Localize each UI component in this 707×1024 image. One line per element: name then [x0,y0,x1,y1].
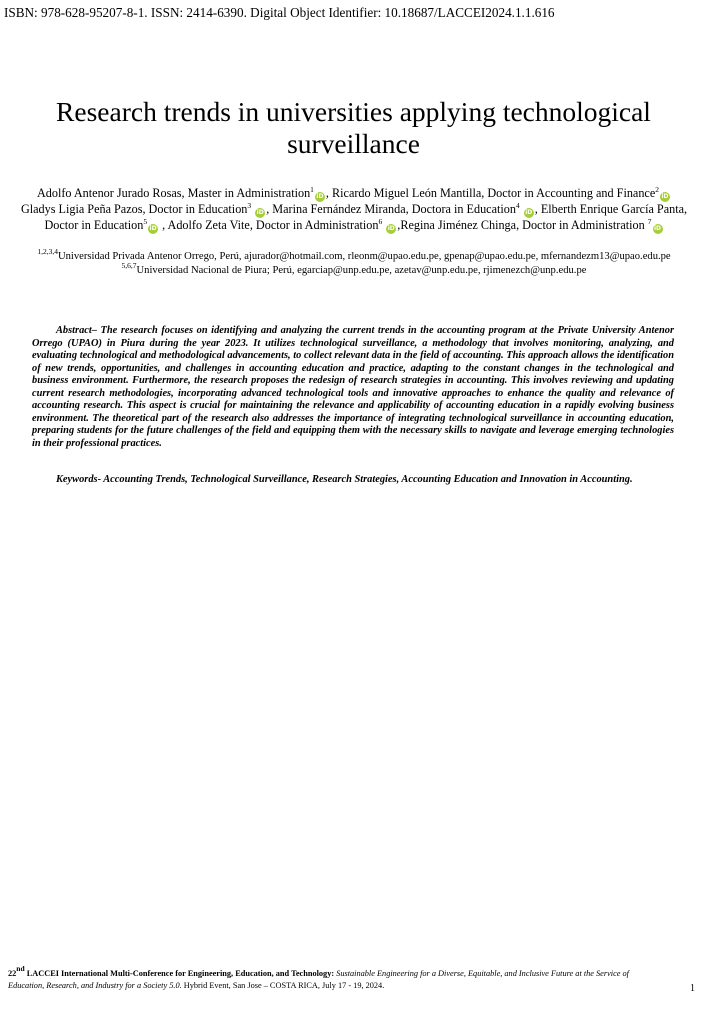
orcid-icon[interactable]: iD [316,193,324,200]
title-line-2: surveillance [287,128,420,159]
orcid-icon[interactable]: iD [653,225,662,232]
abstract: Abstract– The research focuses on identifying and analyzing the current trends in the accounting program at the Private University Antenor Orrego (UPAO) in Piura during the year 2023. It utilizes technological surveillance, a methodology that involves monitoring, analyzing, and evaluating technological and methodological advancements, to collect relevant data in the field of accounting. This approach allows the identification of new trends, opportunities, and challenges in accounting education and practice, adapting to the constant changes in the technological and business environment. Furthermore, the research proposes the redesign of research strategies in accounting. This involves reviewing and updating current research methodologies, incorporating advanced technological tools and innovative approaches to enhance the quality and relevance of accounting research. This aspect is crucial for maintaining the relevance and applicability of accounting education in a rapidly evolving business environment. The theoretical part of the research also addresses the importance of integrating technological surveillance in accounting education, preparing students for the future challenges of the field and equipping them with the necessary skills to navigate and leverage emerging technologies in their professional practices. [32,325,674,449]
author-1-sup: 1 [310,185,314,194]
author-list: Adolfo Antenor Jurado Rosas, Master in Administration$^1$iD , Ricardo Miguel León Mantilla, Doctor in Accounting and Finance$^2$iD Gladys Ligia Peña Pazos, Doctor in Education$^3$ iD , Marina Fernández Miranda, Doctora in Education$^4$ iD , Elberth Enrique García Panta, Doctor in Education$^5$iD , Adolfo Zeta Vite, Doctor in Administration$^6$ iD ,Regina Jiménez Chinga, Doctor in Administration $^7$iD [20,185,688,232]
affiliation-2 [20,260,688,278]
author-3-sup: 3 [247,201,252,210]
orcid-icon[interactable]: iD [661,193,669,200]
keywords: Keywords- Accounting Trends, Technological Surveillance, Research Strategies, Accounting Education and Innovation in Accounting. [56,474,633,485]
footer-edition-sup: nd [16,964,25,973]
author-6: Adolfo Zeta Vite, Doctor in Administration [167,218,379,232]
title-line-1: Research trends in universities applying technological [56,96,651,127]
author-3: Gladys Ligia Peña Pazos, Doctor in Education [20,202,248,216]
author-4: Marina Fernández Miranda, Doctora in Education [272,202,516,216]
footer-conference: LACCEI International Multi-Conference for Engineering, Education, and Technology: [24,969,335,978]
affiliation-1 [20,247,688,264]
author-4-sup: 4 [515,201,520,210]
affiliation-1-sup: 1,2,3,4 [37,247,58,256]
page-number: 1 [690,983,695,994]
orcid-icon[interactable]: iD [525,209,533,216]
author-6-sup: 6 [378,217,383,226]
author-2: Ricardo Miguel León Mantilla, Doctor in Accounting and Finance [332,186,656,200]
affiliation-1-text: Universidad Privada Antenor Orrego, Perú, ajurador@hotmail.com, rleonm@upao.edu.pe, gpenap@upao.edu.pe, mfernandezm13@upao.edu.pe [57,251,671,262]
page-footer [8,964,658,992]
author-7-sup: 7 [647,217,652,226]
affiliation-2-sup: 5,6,7 [121,260,137,270]
author-7: Regina Jiménez Chinga, Doctor in Administration [400,218,645,232]
author-5: Elberth Enrique García Panta, Doctor in Education [44,202,688,232]
footer-edition: 22 [8,969,17,978]
author-5-sup: 5 [143,217,148,226]
orcid-icon[interactable]: iD [387,225,395,232]
isbn-line: ISBN: 978-628-95207-8-1. ISSN: 2414-6390. Digital Object Identifier: 10.18687/LACCEI2024.1.1.616 [4,5,555,20]
author-1: Adolfo Antenor Jurado Rosas, Master in Administration [36,186,311,200]
footer-event: Hybrid Event, San Jose – COSTA RICA, July 17 - 19, 2024. [181,981,385,990]
author-2-sup: 2 [655,185,659,194]
paper-title [0,96,707,160]
footer-theme: Sustainable Engineering for a Diverse, Equitable, and Inclusive Future at the Service of Education, Research, and Industry for a Society 5.0. [8,969,629,990]
affiliation-2-text: Universidad Nacional de Piura; Perú, egarciap@unp.edu.pe, azetav@unp.edu.pe, rjimenezch@unp.edu.pe [136,264,587,276]
affiliations [20,247,688,277]
orcid-icon[interactable]: iD [256,209,264,216]
orcid-icon[interactable]: iD [149,225,157,232]
